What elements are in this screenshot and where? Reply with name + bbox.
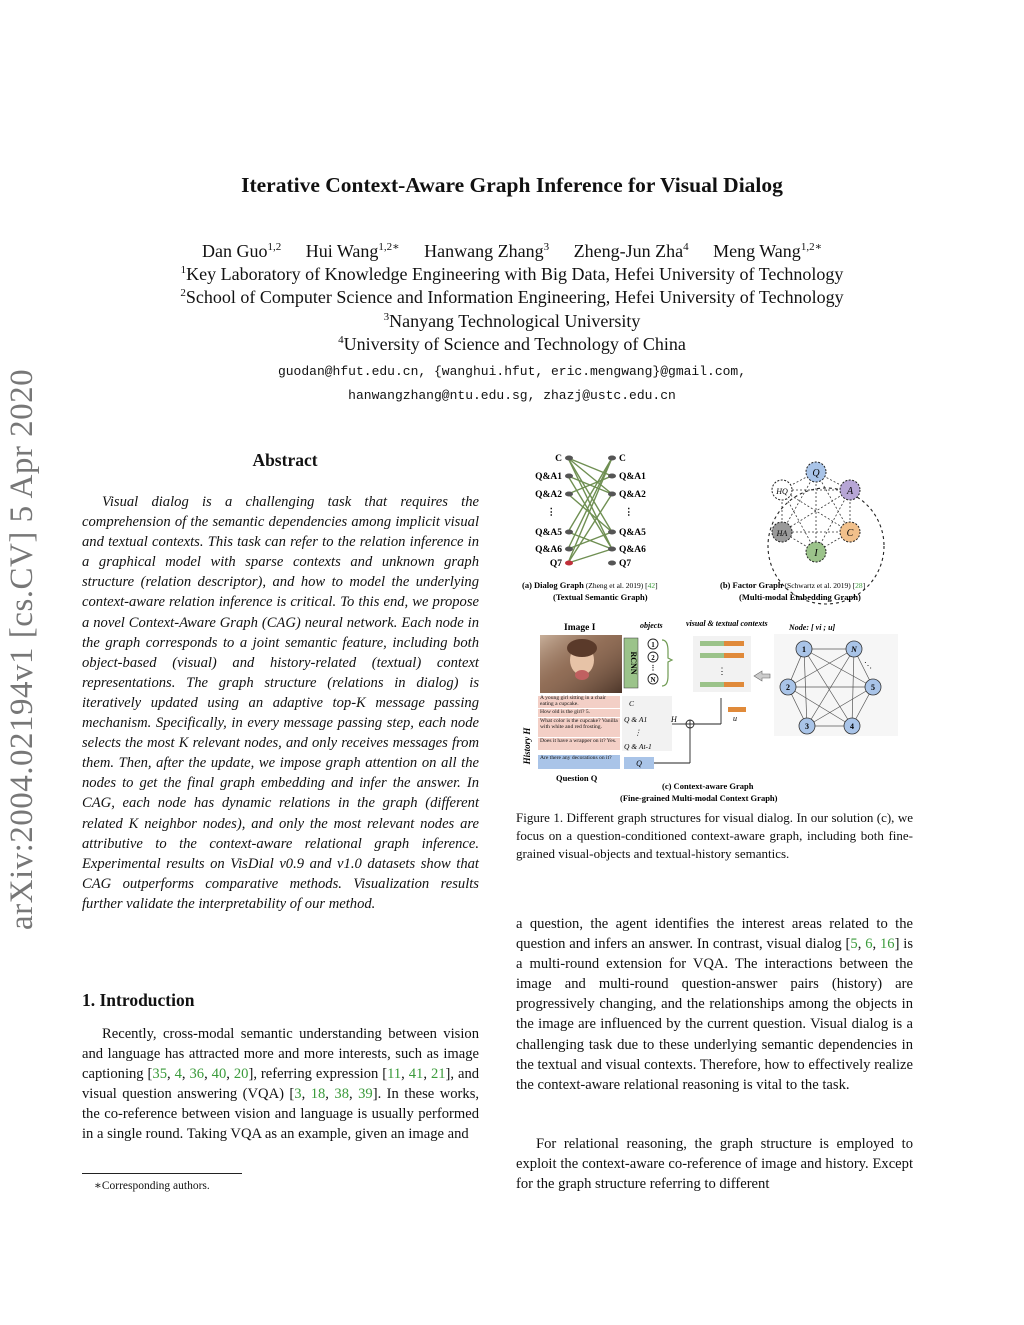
abstract-text: Visual dialog is a challenging task that requires the comprehension of the semantic dependencies among implicit visual and textual contexts. This task can refer to the relation inference in a graphical model with sparse contexts and unknown graph structure (relation descriptor), and how to model the underlying context-aware relation inference is critical. To this end, we propose a novel Context-Aware Graph (CAG) neural network. Each node in the graph corresponds to a joint semantic feature, including both object-based (visual) and history-related (textual) context representations. The graph structure (relations in dialog) is iteratively updated using an adaptive top-K message passing mechanism. Specifically, in every message passing step, each node selects the most K relevant nodes, and only receives messages from them. Then, after the update, we impose graph attention on all the nodes to get the final graph embedding and infer the answer. In CAG, each node has dynamic relations in the graph (different related K neighbor nodes), and only the most relevant nodes are attributive to the context-aware relational graph inference. Experimental results on VisDial v0.9 and v1.0 datasets show that CAG outperforms comparative methods. Visualization results further validate the interpretability of our method. bbox=[82, 494, 479, 912]
affiliation: $^4$University of Science and Technology of China bbox=[338, 334, 686, 354]
b-node-label: A bbox=[846, 486, 854, 497]
a-node-label: Q7 bbox=[549, 559, 562, 569]
svg-text:⋮: ⋮ bbox=[649, 664, 657, 672]
citation-link[interactable]: 41 bbox=[408, 1066, 424, 1083]
object-id: 1 bbox=[651, 641, 655, 649]
abstract-heading: Abstract bbox=[252, 450, 318, 470]
node-label: Node: [ vi ; u] bbox=[789, 623, 836, 632]
citation-link[interactable]: 11 bbox=[387, 1066, 402, 1083]
history-label: History H bbox=[522, 727, 532, 765]
svg-text:(b) Factor Graph (Schwartz et: (b) Factor Graph (Schwartz et al. 2019) [28] bbox=[720, 580, 866, 590]
citation-link[interactable]: 38 bbox=[334, 1086, 349, 1103]
vt-contexts-label: visual & textual contexts bbox=[686, 619, 768, 628]
history-tag: ⋮ bbox=[634, 728, 642, 737]
history-row: What color is the cupcake? Vanilla with white and red frosting. bbox=[540, 718, 618, 730]
b-node-label: I bbox=[814, 548, 818, 559]
body-paragraph: a question, the agent identifies the interest areas related to the question and infers an answer. In contrast, visual dialog [5, 6, 16] is a multi-round extension for VQA. The interactions between the image and multi-round question-answer pairs (history) are progressively changing, and the relationships among the objects in the image are influenced by the current question. Visual dialog is a challenging task due to these underlying semantic dependencies in the textual and visual contexts. Therefore, how to effectively realize the context-aware relational reasoning is vital to the task. bbox=[516, 916, 914, 1093]
citation-link[interactable]: 20 bbox=[233, 1066, 249, 1083]
c-node-label: 2 bbox=[786, 683, 790, 692]
b-node-label: Q bbox=[812, 468, 820, 479]
email-line: guodan@hfut.edu.cn, {wanghui.hfut, eric.mengwang}@gmail.com, bbox=[277, 364, 747, 379]
a-node-label: Q&A6 bbox=[619, 545, 646, 555]
author-list bbox=[0, 240, 1024, 262]
citation-link[interactable]: 39 bbox=[358, 1086, 373, 1103]
c-subcaption: (Fine-grained Multi-modal Context Graph) bbox=[620, 793, 778, 803]
author: Meng Wang$^{1,2∗}$ bbox=[713, 241, 823, 261]
intro-paragraph: Recently, cross-modal semantic understanding between vision and language has attracted more and more interests, such as image captioning [35, 4, 36, 40, 20], referring expression [11, 41, 21], and visual question answering (VQA) [3, 18, 38, 39]. In these works, the co-reference between vision and language is usually performed in a single round. Taking VQA as an example, given an image and bbox=[82, 1026, 480, 1143]
question-row: Are there any decorations on it? bbox=[540, 755, 612, 761]
citation-link[interactable]: 35 bbox=[152, 1066, 167, 1083]
image-label: Image I bbox=[564, 623, 596, 633]
a-node-label: C bbox=[555, 454, 562, 464]
citation-link[interactable]: 36 bbox=[189, 1066, 205, 1083]
author: Hanwang Zhang$^3$ bbox=[424, 241, 550, 261]
figure-caption: Figure 1. Different graph structures for visual dialog. In our solution (c), we focus on a question-conditioned context-aware graph, including both fine-grained visual-objects and textual-history semantics. bbox=[516, 810, 913, 861]
svg-text:⋮: ⋮ bbox=[717, 666, 727, 676]
h-label: H bbox=[671, 715, 677, 724]
factor-graph bbox=[720, 462, 884, 604]
history-tag: Q & A1 bbox=[624, 715, 648, 724]
a-node-label: ⋮ bbox=[546, 508, 556, 518]
object-id: 2 bbox=[651, 654, 655, 662]
b-subcaption: (Multi-modal Embedding Graph) bbox=[739, 592, 861, 602]
u-block bbox=[728, 707, 746, 712]
c-node-label: N bbox=[851, 645, 857, 654]
b-node-label: HQ bbox=[776, 487, 788, 496]
a-node-label: Q&A5 bbox=[535, 528, 562, 538]
citation-link[interactable]: 3 bbox=[294, 1086, 302, 1103]
object-id: N bbox=[650, 676, 656, 684]
history-row: Does it have a wrapper on it? Yes. bbox=[540, 738, 617, 744]
history-row: How old is the girl? 5. bbox=[540, 709, 591, 715]
u-label: u bbox=[733, 714, 737, 723]
a-node-label: Q&A6 bbox=[535, 545, 562, 555]
c-node-label: 4 bbox=[850, 722, 854, 731]
b-node-label: C bbox=[846, 528, 854, 539]
body-paragraph: For relational reasoning, the graph structure is employed to exploit the context-aware co-reference of image and history. Except for the graph structure referring to different bbox=[516, 1136, 913, 1193]
a-node-label: C bbox=[619, 454, 626, 464]
citation-link[interactable]: 4 bbox=[174, 1066, 182, 1083]
a-node-label: ⋮ bbox=[624, 508, 634, 518]
affiliation: $^2$School of Computer Science and Information Engineering, Hefei University of Technology bbox=[180, 287, 844, 307]
a-caption: (a) Dialog Graph bbox=[522, 580, 584, 590]
c-caption: (c) Context-aware Graph bbox=[662, 781, 754, 791]
c-node-label: 5 bbox=[871, 683, 875, 692]
email-line: hanwangzhang@ntu.edu.sg, zhazj@ustc.edu.cn bbox=[348, 388, 676, 403]
objects-label: objects bbox=[640, 621, 663, 630]
affiliation: $^3$Nanyang Technological University bbox=[383, 311, 641, 331]
b-node-label: HA bbox=[776, 529, 788, 538]
history-row: A young girl sitting in a chair eating a cupcake. bbox=[540, 695, 606, 707]
arxiv-stamp: arXiv:2004.02194v1 [cs.CV] 5 Apr 2020 bbox=[4, 368, 40, 930]
svg-text:(a) Dialog Graph (Zheng et al.: (a) Dialog Graph (Zheng et al. 2019) [42] bbox=[522, 580, 658, 590]
context-aware-graph bbox=[522, 619, 898, 803]
paper-title: Iterative Context-Aware Graph Inference for Visual Dialog bbox=[241, 173, 783, 197]
q-tag: Q bbox=[636, 759, 642, 768]
section-heading: 1. Introduction bbox=[82, 990, 195, 1010]
rcnn-label: RCNN bbox=[629, 651, 638, 675]
author: Dan Guo$^{1,2}$ bbox=[201, 241, 282, 261]
author: Hui Wang$^{1,2∗}$ bbox=[305, 241, 400, 261]
affiliation: $^1$Key Laboratory of Knowledge Engineering with Big Data, Hefei University of Technology bbox=[180, 264, 844, 284]
a-node-label: Q&A1 bbox=[535, 472, 562, 482]
dialog-graph bbox=[522, 454, 658, 602]
b-caption: (b) Factor Graph bbox=[720, 580, 783, 590]
a-node-label: Q&A2 bbox=[619, 490, 646, 500]
question-label: Question Q bbox=[556, 773, 598, 783]
citation-link[interactable]: 5 bbox=[850, 936, 858, 953]
a-node-label: Q&A2 bbox=[535, 490, 562, 500]
footnote: ∗Corresponding authors. bbox=[94, 1180, 210, 1192]
a-node-label: Q&A5 bbox=[619, 528, 646, 538]
a-node-label: Q7 bbox=[619, 559, 632, 569]
author: Zheng-Jun Zha$^4$ bbox=[573, 241, 689, 261]
citation-link[interactable]: 18 bbox=[310, 1086, 326, 1103]
a-subcaption: (Textual Semantic Graph) bbox=[553, 592, 648, 602]
figure-1 bbox=[516, 446, 916, 806]
history-tag: C bbox=[629, 699, 635, 708]
c-node-label: 1 bbox=[802, 645, 806, 654]
svg-text:⋱: ⋱ bbox=[864, 661, 872, 670]
c-node-label: 3 bbox=[805, 722, 809, 731]
arrow-icon bbox=[754, 671, 770, 681]
footnote-rule bbox=[82, 1173, 242, 1174]
citation-link[interactable]: 16 bbox=[879, 936, 895, 953]
a-node-label: Q&A1 bbox=[619, 472, 646, 482]
citation-link[interactable]: 21 bbox=[430, 1066, 446, 1083]
citation-link[interactable]: 6 bbox=[865, 936, 873, 953]
history-tag: Q & At-1 bbox=[624, 742, 652, 751]
citation-link[interactable]: 40 bbox=[211, 1066, 227, 1083]
